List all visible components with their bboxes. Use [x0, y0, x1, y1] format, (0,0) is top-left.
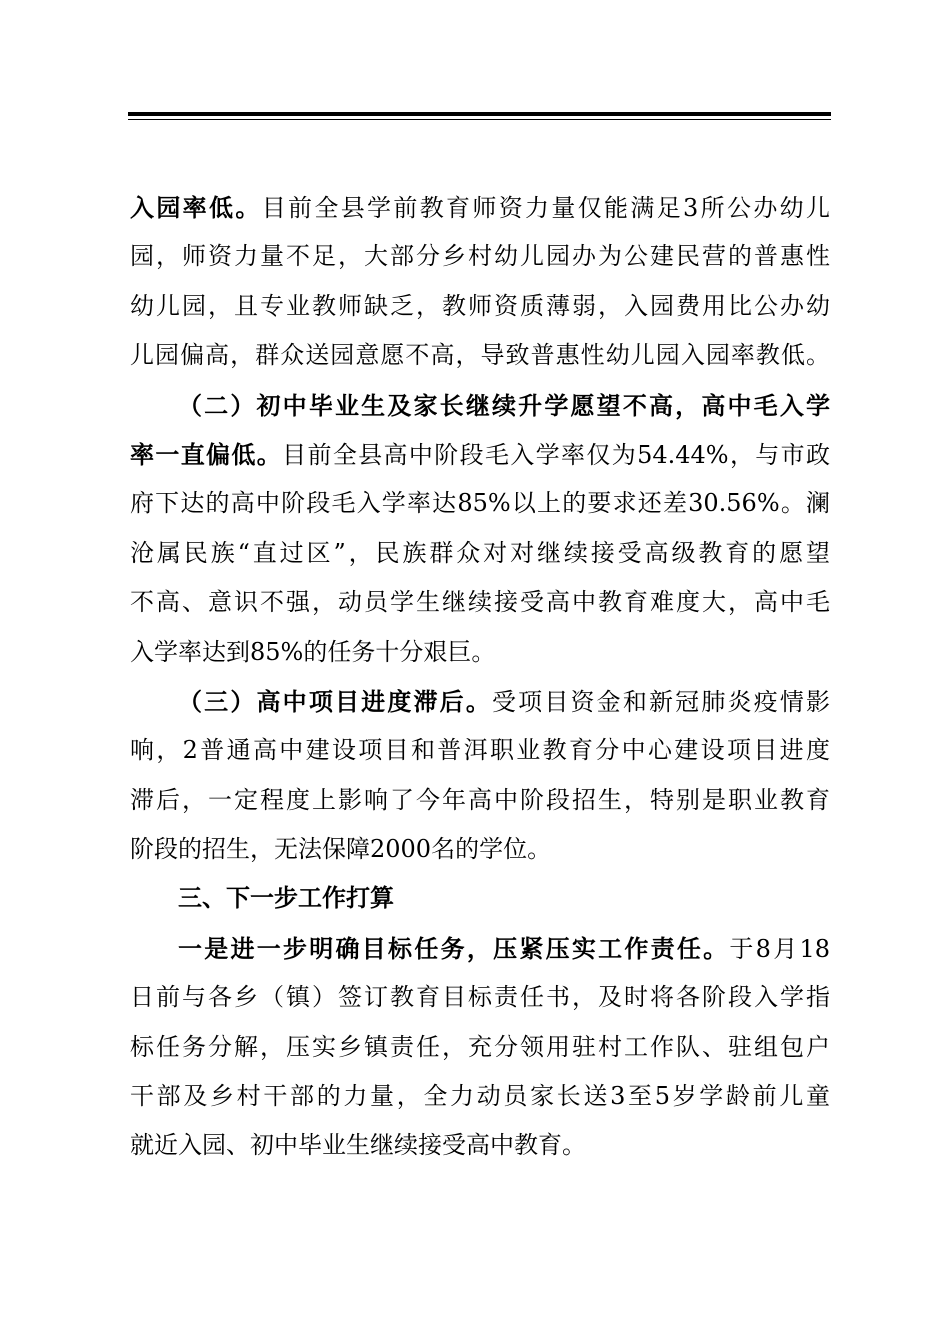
text-line: 入学率达到85%的任务十分艰巨。 [130, 637, 496, 666]
text-line: 日前与各乡（镇）签订教育目标责任书，及时将各阶段入学指 [130, 983, 830, 1012]
text-line: 沧属民族“直过区”，民族群众对对继续接受高级教育的愿望 [130, 538, 830, 567]
header-rule-thick [128, 112, 831, 116]
text-run: 目前全县学前教育师资力量仅能满足3所公办幼儿 [261, 194, 830, 222]
text-line [130, 183, 830, 232]
text-run: 受项目资金和新冠肺炎疫情影 [492, 687, 830, 716]
text-line: 响，2普通高中建设项目和普洱职业教育分中心建设项目进度 [130, 736, 830, 765]
text-line: 就近入园、初中毕业生继续接受高中教育。 [130, 1131, 586, 1160]
text-run: 目前全县高中阶段毛入学率仅为54.44%，与市政 [282, 440, 830, 469]
header-rule-thin [128, 119, 831, 120]
bold-run: 率一直偏低。 [130, 439, 283, 469]
text-line: 儿园偏高，群众送园意愿不高，导致普惠性幼儿园入园率教低。 [130, 341, 830, 370]
text-line: 幼儿园，且专业教师缺乏，教师资质薄弱，入园费用比公办幼 [130, 291, 830, 320]
text-line: 园，师资力量不足，大部分乡村幼儿园办为公建民营的普惠性 [130, 242, 830, 271]
text-line [130, 924, 830, 973]
text-line: 阶段的招生，无法保障2000名的学位。 [130, 835, 552, 864]
text-line: 滞后，一定程度上影响了今年高中阶段招生，特别是职业教育 [130, 785, 830, 814]
text-run: 于8月18 [729, 934, 830, 963]
document-body [130, 183, 830, 1171]
bold-run: 入园率低。 [130, 193, 262, 222]
text-line [130, 430, 830, 479]
bold-run: （三）高中项目进度滞后。 [178, 686, 492, 716]
text-line: 不高、意识不强，动员学生继续接受高中教育难度大，高中毛 [130, 588, 830, 617]
text-line [130, 677, 830, 726]
text-line: 标任务分解，压实乡镇责任，充分领用驻村工作队、驻组包户 [130, 1032, 830, 1061]
section-heading: 三、下一步工作打算 [178, 884, 394, 913]
bold-run: 一是进一步明确目标任务，压紧压实工作责任。 [178, 933, 730, 963]
text-line: 干部及乡村干部的力量，全力动员家长送3至5岁学龄前儿童 [130, 1082, 830, 1111]
subheading-line: （二）初中毕业生及家长继续升学愿望不高，高中毛入学 [178, 390, 830, 420]
text-line: 府下达的高中阶段毛入学率达85%以上的要求还差30.56%。澜 [130, 489, 830, 518]
